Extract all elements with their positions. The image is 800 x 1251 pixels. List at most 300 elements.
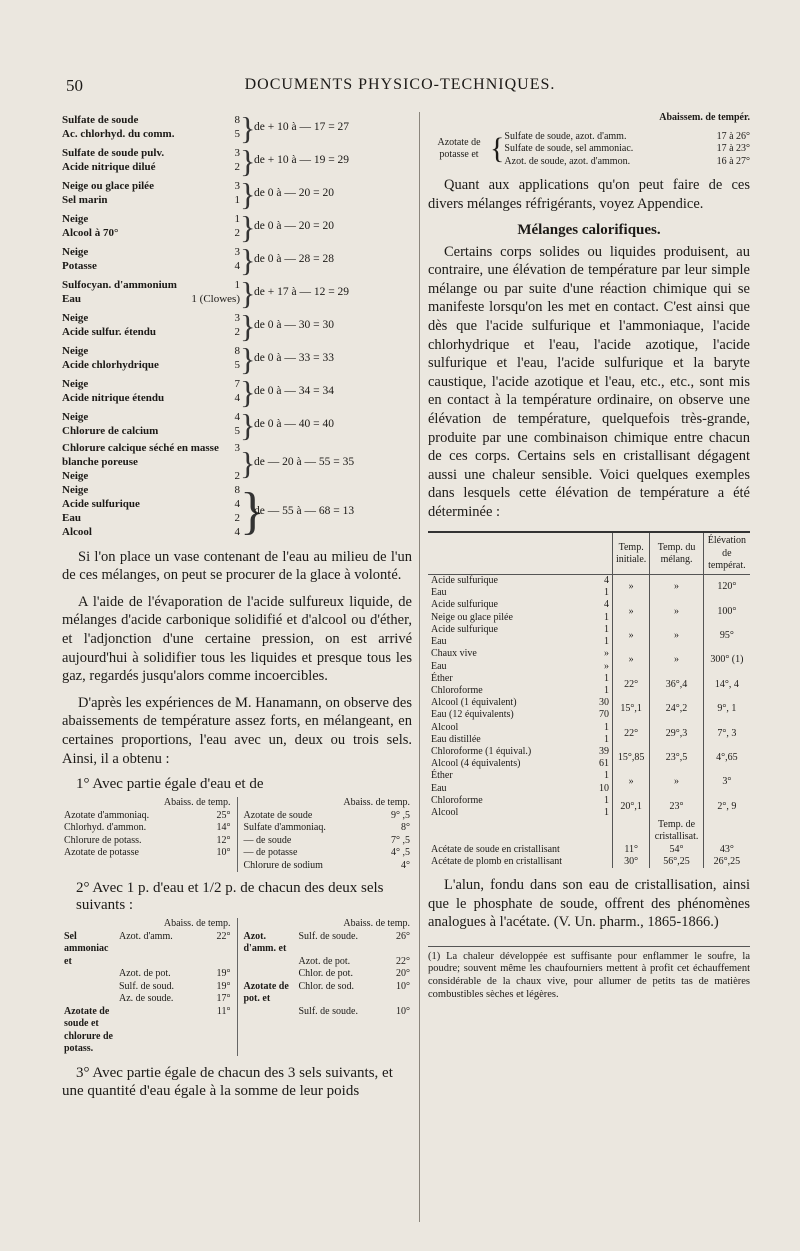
substance-cell [428,612,613,624]
mixture-item [62,260,240,274]
proportion: 3 [234,180,240,193]
table-row [64,810,231,823]
value: 8° [401,822,410,834]
proportion: 1 [604,733,609,745]
salt-name: Chlorhyd. d'ammon. [64,822,147,834]
value-cell: 43° [703,844,750,856]
salt-name: Azotate d'ammoniaq. [64,809,150,821]
substance-cell [428,770,613,782]
table-row [64,968,231,981]
column-header: Temp. du mélang. [650,532,704,574]
proportion: 3 [234,246,240,259]
substance-name: Acide sulfurique [431,575,498,587]
value-cell: » [650,770,704,794]
mixture-group [62,112,412,144]
mixture-item [62,227,240,241]
salt-name: Chlorure de sodium [243,859,323,871]
table-row [244,981,411,1006]
table-row [504,131,750,144]
proportion: 1 [234,279,240,292]
temperature-range: de — 55 à — 68 = 13 [254,505,355,518]
ingredient: Sulfate de soude pulv. [62,147,165,160]
value: 25° [216,809,231,821]
mixture-items [62,484,240,539]
value: 17 à 26° [716,130,750,142]
mixture-item [62,345,240,359]
table-row [64,822,231,835]
temperature-range: de 0 à — 20 = 20 [254,187,334,200]
mixture-item [62,293,240,307]
mixture-group [62,484,412,539]
footnote: (1) La chaleur développée est suffisante pour enflammer le soufre, la poudre; souvent même les chaufourniers mettent à profit cet échauffement considérable de la chaux vive, pour allumer de petits tas de matières combustibles sèches et légères. [428,946,750,1001]
value: 22° [396,955,410,967]
table-row [428,673,750,685]
temperature-range: de 0 à — 20 = 20 [254,220,334,233]
mixture-item [62,425,240,439]
ingredient: Acide sulfur. étendu [62,326,157,338]
section-heading-3: 3° Avec partie égale de chacun des 3 sels suivants, et une quantité d'eau égale à la somme de leur poids [62,1064,393,1100]
temperature-range: de + 10 à — 19 = 29 [254,154,350,167]
proportion: 1 [234,194,240,206]
value: 4° ,5 [391,847,410,859]
proportion: 1 [234,213,240,226]
ingredient: Neige [62,411,89,424]
salt-name: Chlorure de potass. [64,834,142,846]
value: 4° [401,859,410,871]
proportion: 1 [604,587,609,599]
table-row [504,143,750,156]
value-cell: 2°, 9 [703,795,750,819]
ingredient: Eau [62,511,81,524]
mixture-item [62,180,240,194]
table-row [244,860,411,873]
proportion: 8 [234,345,240,358]
value: 10° [396,980,410,992]
ingredient: Neige [62,345,89,358]
mixture-group [62,178,412,210]
proportion: 1 [604,794,609,806]
mixture-items [62,114,240,142]
brace-glyph: } [240,176,256,212]
brace-glyph: } [240,110,256,146]
mixture-group [62,145,412,177]
column-head: Abaiss. de temp. [343,797,410,809]
table-row [64,993,231,1006]
brace-glyph: } [240,143,256,179]
proportion: 7 [234,378,240,391]
value-cell: » [613,770,650,794]
value-cell: 56°,25 [650,856,704,868]
table-row [428,795,750,807]
substance-name: Acide sulfurique [431,623,498,635]
temperature-range: de 0 à — 40 = 40 [254,418,334,431]
row-label: Azotate de potasse et [437,136,481,161]
column-header: Élévation de températ. [703,532,750,574]
mixture-item [62,194,240,208]
ingredient: Neige [62,213,89,226]
substance-cell [428,685,613,697]
ingredient: Sel marin [62,194,108,206]
column-head: Abaiss. de temp. [163,918,231,930]
value-cell: 3° [703,770,750,794]
table-row [504,156,750,169]
proportion: 3 [234,442,240,454]
ingredient: Alcool à 70° [62,227,119,239]
value: 19° [216,980,231,992]
value-cell: » [613,575,650,600]
frigorific-mixtures-list [62,112,412,540]
table-row [244,810,411,823]
substance-name: Éther [431,672,453,684]
paragraph: L'alun, fondu dans son eau de cristallisation, ainsi que le phosphate de soude, offrent des phénomènes analogues à l'acétate. (V. Un. pharm., 1865-1866.) [428,876,750,931]
mixture-items [62,411,240,439]
value: 19° [216,968,231,980]
proportion: 70 [599,709,609,721]
value-cell: 120° [703,575,750,600]
value-cell: 11° [613,844,650,856]
value-cell: 7°, 3 [703,722,750,746]
paragraph: Certains corps solides ou liquides produisent, au contraire, une élévation de température par leur simple mélange ou par suite d'une réaction chimique qui se manifeste lorsqu'on les met en contact. C'est ainsi que dès que l'acide sulfurique et l'ammoniaque, l'acide chlorhydrique et l'eau, l'acide azotique, l'acide sulfurique et l'eau, l'acide sulfurique et la baryte caustique, l'acide azotique et l'eau, etc., etc., sont mis en contact à la température ordinaire, on observe une élévation de température, quelquefois très-grande, produite par une combinaison chimique entre chacun de ces corps. Certains sels en cristallisant dégagent aussi une chaleur sensible. Voici quelques exemples dans lesquels cette élévation de température a été déterminée : [428,243,750,520]
table-row [244,1006,411,1019]
proportion: » [604,648,609,660]
blank-cell [703,819,750,843]
value-cell: 23°,5 [650,746,704,770]
left-column [62,112,412,1105]
salt-name: Az. de soude. [119,993,174,1005]
salt-name [64,993,116,1006]
table-row [428,770,750,782]
right-column [428,112,750,1001]
value: 7° ,5 [391,834,410,846]
proportion: 1 [604,623,609,635]
value-cell: 15°,1 [613,697,650,721]
value-cell: 15°,85 [613,746,650,770]
page-header [62,76,738,100]
temperature-range: de + 17 à — 12 = 29 [254,286,350,299]
temperature-range: de 0 à — 33 = 33 [254,352,334,365]
table-row [428,575,750,588]
salt-name: — de soude [243,834,292,846]
value: 12° [216,834,231,846]
substance-name: Chloroforme [431,684,483,696]
proportion: 5 [234,128,240,140]
paragraph: A l'aide de l'évaporation de l'acide sulfureux liquide, de mélanges d'acide carbonique solidifié et d'alcool ou d'éther, et l'adjonction d'une certaine pression, on est arrivé aujourd'hui à solidifier tous les liquides et presque tous les gaz, regardés jusqu'alors comme incoercibles. [62,593,412,685]
salt-name [64,981,116,994]
value: 10° [396,1005,410,1017]
ingredient: Ac. chlorhyd. du comm. [62,128,175,140]
ingredient: Neige [62,312,89,325]
ingredient: Neige [62,378,89,391]
value-cell: 14°, 4 [703,673,750,697]
proportion: 1 [604,770,609,782]
table-row [64,981,231,994]
value-cell: 22° [613,673,650,697]
ingredient: Acide nitrique dilué [62,161,156,173]
value-cell: 36°,4 [650,673,704,697]
value-cell: 30° [613,856,650,868]
substance-name: Acétate de soude en cristallisant [431,843,560,855]
proportion: 2 [234,511,240,524]
proportion: 1 [604,806,609,818]
brace-glyph: } [240,407,256,443]
ingredient: Chlorure calcique séché en masse blanche poreuse [62,442,219,468]
proportion: 39 [599,745,609,757]
substance-name: Eau [431,660,447,672]
proportion: 1 (Clowes) [191,293,240,305]
substance-name: Acide sulfurique [431,599,498,611]
table-row [244,956,411,969]
proportion: 4 [234,411,240,424]
substance-name: Alcool (4 équivalents) [431,758,521,770]
paragraph: Si l'on place un vase contenant de l'eau au milieu de l'un de ces mélanges, on peut se procurer de la glace à volonté. [62,548,412,584]
mixture-items [62,180,240,208]
substance-name: Éther [431,770,453,782]
proportion: 4 [604,575,609,587]
mixture-items [62,147,240,175]
ingredient: Acide nitrique étendu [62,392,165,404]
salt-table-1 [62,797,412,872]
proportion: » [604,660,609,672]
mixture-items [62,378,240,406]
mixture-items [62,279,240,307]
substance-name: Eau [431,587,447,599]
value-cell: » [650,624,704,648]
substance-cell [428,673,613,685]
value: 14° [216,822,231,834]
salt-name: Azot. de soude, azot. d'ammon. [504,155,631,167]
temperature-range: de + 10 à — 17 = 27 [254,121,350,134]
value: 11° [216,1005,231,1017]
value-cell: 54° [650,844,704,856]
salt-name [244,956,296,969]
value-cell: 4°,65 [703,746,750,770]
table-row [244,847,411,860]
table-row [244,968,411,981]
value-cell: 300° (1) [703,648,750,672]
proportion: 1 [604,721,609,733]
salt-name: Sulfate d'ammoniaq. [243,822,326,834]
brace-glyph: } [240,242,256,278]
table-row [244,822,411,835]
value-cell: 29°,3 [650,722,704,746]
value-cell: 9°, 1 [703,697,750,721]
value-cell: » [613,648,650,672]
salt-name: Azot. de pot. [298,955,351,967]
substance-name: Chaux vive [431,648,477,660]
ingredient: Neige [62,246,89,259]
salt-name: Sulfate de soude, azot. d'amm. [504,130,627,142]
table-row [64,847,231,860]
value-cell: » [613,599,650,623]
substance-name: Chloroforme (1 équival.) [431,745,532,757]
ingredient: Acide chlorhydrique [62,359,159,371]
value: 17 à 23° [716,143,750,155]
column-header: Temp. initiale. [613,532,650,574]
salt-name: Chlor. de pot. [298,968,353,980]
salt-name: Azot. de pot. [119,968,171,980]
mixture-items [62,442,240,483]
table-row [428,844,750,856]
value: 17° [216,993,231,1005]
mixture-group [62,244,412,276]
proportion: 5 [234,359,240,371]
salt-table-2 [62,918,412,1056]
mixture-item [62,392,240,406]
salt-name: Azotate de potasse [64,847,139,859]
substance-cell [428,599,613,611]
value-cell: » [613,624,650,648]
proportion: 2 [234,469,240,482]
table-row [428,856,750,868]
ingredient: Potasse [62,260,97,272]
ingredient: Chlorure de calcium [62,425,159,437]
proportion: 2 [234,326,240,338]
proportion: 4 [234,392,240,404]
substance-cell [428,758,613,770]
table-row [64,931,231,969]
table-row [428,599,750,611]
salt-name: Sel ammoniac et [64,930,109,967]
mixture-items [62,312,240,340]
mixture-item [62,161,240,175]
table-row [428,624,750,636]
substance-cell [428,709,613,721]
mixture-group [62,442,412,483]
ingredient: Neige [62,469,89,482]
section-heading-1: 1° Avec partie égale d'eau et de [76,776,264,793]
value-cell: 20°,1 [613,795,650,819]
value: 20° [396,968,410,980]
mixture-group [62,211,412,243]
mixture-item [62,147,240,161]
mixture-group [62,409,412,441]
column-divider [419,112,420,1222]
calorific-table [428,531,750,867]
mixture-item [62,411,240,425]
substance-name: Alcool [431,721,459,733]
proportion: 8 [234,114,240,127]
substance-name: Alcool [431,806,459,818]
mixture-item [62,279,240,293]
section-heading-2: 2° Avec 1 p. d'eau et 1/2 p. de chacun des deux sels suivants : [76,880,384,914]
proportion: 1 [604,636,609,648]
ingredient: Sulfate de soude [62,114,139,127]
proportion: 1 [604,672,609,684]
salt-name: Azot. d'amm. [119,930,173,942]
salt-name: Sulf. de soude. [298,1005,358,1017]
table-row [428,746,750,758]
mixture-item [62,128,240,142]
substance-cell [428,734,613,746]
value: 10° [216,847,231,859]
brace-glyph: } [240,444,256,481]
substance-name: Neige ou glace pilée [431,611,513,623]
table-row [428,697,750,709]
mixture-item [62,114,240,128]
mixture-item [62,359,240,373]
ingredient: Eau [62,293,81,305]
mixture-group [62,343,412,375]
mixture-item [62,326,240,340]
mixture-group [62,310,412,342]
ingredient: Neige ou glace pilée [62,180,154,193]
salt-name: Azotate de soude [243,809,313,821]
proportion: 1 [604,684,609,696]
salt-name: Azot. d'amm. et [243,930,287,955]
page-number: 50 [66,76,83,95]
column-head: Abaissem. de tempér. [659,112,750,123]
salt-name [64,968,116,981]
proportion: 4 [604,599,609,611]
brace-glyph: } [240,209,256,245]
column-head: Abaiss. de temp. [343,918,410,930]
ingredient: Alcool [62,525,92,538]
mixture-item [62,378,240,392]
temperature-range: de — 20 à — 55 = 35 [254,455,355,468]
proportion: 3 [234,147,240,160]
salt-name: Sulf. de soude. [298,930,358,942]
paragraph: Quant aux applications qu'on peut faire de ces divers mélanges réfrigérants, voyez Appendice. [428,177,750,212]
substance-name: Chloroforme [431,794,483,806]
proportion: 4 [234,260,240,272]
mixture-items [62,213,240,241]
paragraph: D'après les expériences de M. Hanamann, on observe des abaissements de température assez forts, en mélangeant, en certaines proportions, l'eau avec un, deux ou trois sels. Ainsi, il a obtenu : [62,694,412,767]
proportion: 2 [234,161,240,173]
value-cell: 95° [703,624,750,648]
substance-name: Eau [431,636,447,648]
table-row [64,835,231,848]
mixture-item [62,512,240,526]
value-cell: » [650,599,704,623]
salt-name [244,1006,296,1019]
substance-name: Eau (12 équivalents) [431,709,514,721]
table-row [244,835,411,848]
substance-cell [428,636,613,648]
temperature-range: de 0 à — 30 = 30 [254,319,334,332]
salt-name: Chlor. de sod. [298,980,355,992]
salt-name [119,1006,214,1056]
mixture-group [62,277,412,309]
mid-header: Temp. de cristallisat. [650,819,704,843]
value-cell: » [650,648,704,672]
brace-glyph: } [240,275,256,311]
temperature-range: de 0 à — 34 = 34 [254,385,334,398]
value-cell: 100° [703,599,750,623]
table-row [428,722,750,734]
proportion: 5 [234,425,240,437]
brace-glyph: } [240,308,256,344]
value: 16 à 27° [716,155,750,167]
running-title: DOCUMENTS PHYSICO-TECHNIQUES. [244,76,556,93]
substance-cell [428,807,613,819]
substance-name: Acétate de plomb en cristallisant [431,855,563,867]
mixture-item [62,498,240,512]
proportion: 1 [604,611,609,623]
substance-cell [428,722,613,734]
substance-cell [428,575,613,588]
column-head: Abaiss. de temp. [163,797,231,809]
substance-name: Alcool (1 équivalent) [431,697,517,709]
substance-cell [428,795,613,807]
value-cell: » [650,575,704,600]
mixture-item [62,246,240,260]
substance-cell [428,661,613,673]
table-row [244,931,411,956]
value: 22° [216,930,231,942]
proportion: 4 [234,525,240,538]
salt-name: Sulfate de soude, sel ammoniac. [504,143,634,155]
value-cell: 22° [613,722,650,746]
